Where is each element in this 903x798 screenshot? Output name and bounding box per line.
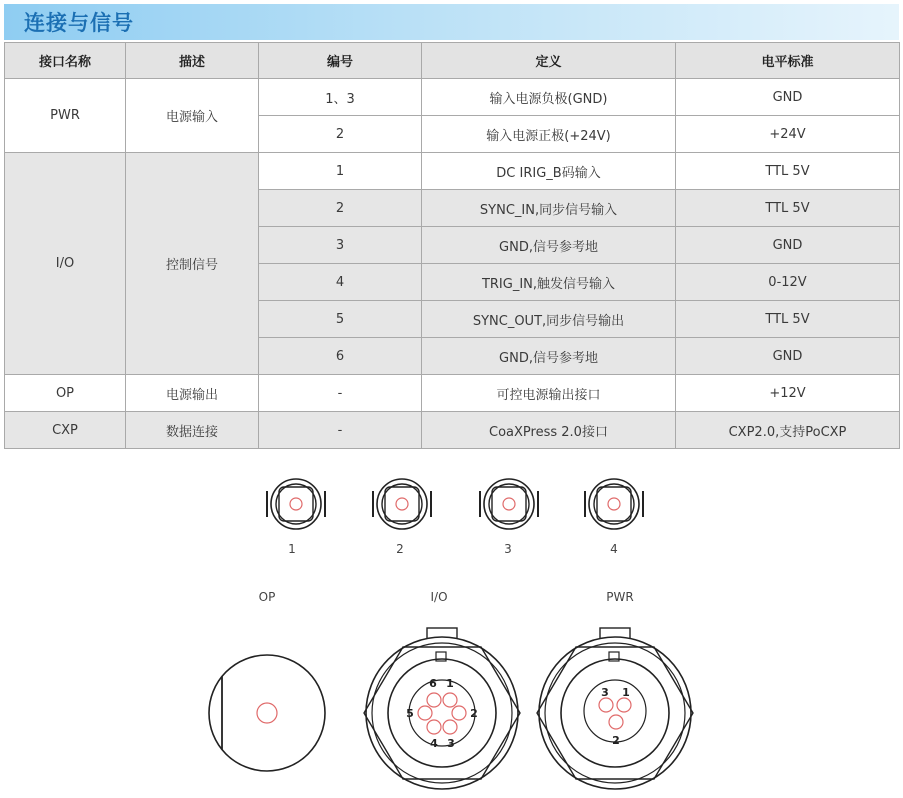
io-def-cell: GND,信号参考地 xyxy=(422,227,676,264)
bnc-label-4: 4 xyxy=(610,542,618,556)
bnc-label-2: 2 xyxy=(396,542,404,556)
pwr-def-cell: 输入电源负极(GND) xyxy=(422,79,676,116)
io-def-cell: SYNC_IN,同步信号输入 xyxy=(422,190,676,227)
io-desc-cell: 控制信号 xyxy=(126,153,259,375)
pwr-name-cell: PWR xyxy=(5,79,126,153)
io-def-cell: DC IRIG_B码输入 xyxy=(422,153,676,190)
io-pin-label-3: 3 xyxy=(447,737,455,750)
io-pin-label-6: 6 xyxy=(429,677,437,690)
op-name-cell: OP xyxy=(5,375,126,412)
op-connector xyxy=(209,655,325,771)
io-pin-label-1: 1 xyxy=(446,677,454,690)
bnc-connector-4 xyxy=(585,479,643,529)
header-interface-name: 接口名称 xyxy=(5,43,126,79)
op-desc-cell: 电源输出 xyxy=(126,375,259,412)
pwr-pin-label-1: 1 xyxy=(622,686,630,699)
cxp-def-cell: CoaXPress 2.0接口 xyxy=(422,412,676,449)
io-level-cell: GND xyxy=(676,227,900,264)
io-num-cell: 5 xyxy=(259,301,422,338)
op-level-cell: +12V xyxy=(676,375,900,412)
header-level-standard: 电平标准 xyxy=(676,43,900,79)
cxp-desc-cell: 数据连接 xyxy=(126,412,259,449)
op-def-cell: 可控电源输出接口 xyxy=(422,375,676,412)
pwr-pin-label-2: 2 xyxy=(612,734,620,747)
io-name-cell: I/O xyxy=(5,153,126,375)
io-level-cell: TTL 5V xyxy=(676,190,900,227)
io-num-cell: 2 xyxy=(259,190,422,227)
bnc-connector-3 xyxy=(480,479,538,529)
io-level-cell: GND xyxy=(676,338,900,375)
bnc-label-3: 3 xyxy=(504,542,512,556)
pwr-level-cell: +24V xyxy=(676,116,900,153)
io-def-cell: SYNC_OUT,同步信号输出 xyxy=(422,301,676,338)
cxp-level-cell: CXP2.0,支持PoCXP xyxy=(676,412,900,449)
io-pin-label-4: 4 xyxy=(430,737,438,750)
cxp-num-cell: - xyxy=(259,412,422,449)
io-num-cell: 6 xyxy=(259,338,422,375)
pwr-num-cell: 1、3 xyxy=(259,79,422,116)
io-level-cell: TTL 5V xyxy=(676,153,900,190)
io-num-cell: 4 xyxy=(259,264,422,301)
header-definition: 定义 xyxy=(422,43,676,79)
io-connector xyxy=(364,628,520,789)
op-connector-label: OP xyxy=(258,590,276,604)
io-pin-label-2: 2 xyxy=(470,707,478,720)
pwr-def-cell: 输入电源正极(+24V) xyxy=(422,116,676,153)
pwr-pin-label-3: 3 xyxy=(601,686,609,699)
page-title: 连接与信号 xyxy=(24,11,134,35)
io-def-cell: TRIG_IN,触发信号输入 xyxy=(422,264,676,301)
bnc-connector-1 xyxy=(267,479,325,529)
io-level-cell: 0-12V xyxy=(676,264,900,301)
cxp-name-cell: CXP xyxy=(5,412,126,449)
io-num-cell: 1 xyxy=(259,153,422,190)
bnc-connector-2 xyxy=(373,479,431,529)
pwr-num-cell: 2 xyxy=(259,116,422,153)
header-number: 编号 xyxy=(259,43,422,79)
op-num-cell: - xyxy=(259,375,422,412)
bnc-label-1: 1 xyxy=(288,542,296,556)
io-connector-label: I/O xyxy=(430,590,448,604)
header-description: 描述 xyxy=(126,43,259,79)
pwr-level-cell: GND xyxy=(676,79,900,116)
pwr-connector-label: PWR xyxy=(606,590,634,604)
io-pin-label-5: 5 xyxy=(406,707,414,720)
pwr-connector xyxy=(537,628,693,789)
io-level-cell: TTL 5V xyxy=(676,301,900,338)
io-def-cell: GND,信号参考地 xyxy=(422,338,676,375)
io-num-cell: 3 xyxy=(259,227,422,264)
pwr-desc-cell: 电源输入 xyxy=(126,79,259,153)
